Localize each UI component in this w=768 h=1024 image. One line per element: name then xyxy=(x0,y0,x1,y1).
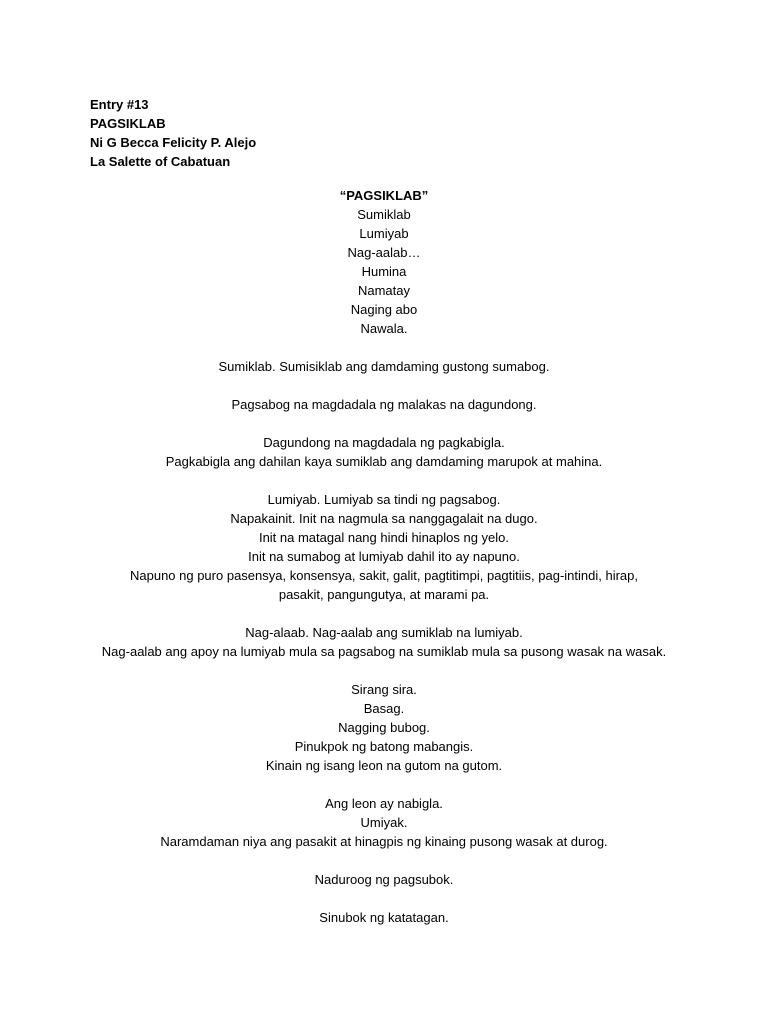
poem-line: Pagkabigla ang dahilan kaya sumiklab ang damdaming marupok at mahina. xyxy=(165,454,603,469)
poem-line: Init na sumabog at lumiyab dahil ito ay napuno. xyxy=(248,549,520,564)
poem-line: Sirang sira. xyxy=(351,682,417,697)
poem-line: Sumiklab. Sumisiklab ang damdaming gustong sumabog. xyxy=(218,359,550,374)
entry-author: Ni G Becca Felicity P. Alejo xyxy=(90,135,257,150)
poem-line: Napakainit. Init na nagmula sa nanggagalait na dugo. xyxy=(230,511,538,526)
poem-line: Humina xyxy=(361,264,407,279)
poem-line: Ang leon ay nabigla. xyxy=(325,796,443,811)
poem-line: Naging abo xyxy=(350,302,418,317)
stanza-gap xyxy=(0,851,768,870)
poem-line: Basag. xyxy=(363,701,405,716)
poem-line: Kinain ng isang leon na gutom na gutom. xyxy=(265,758,503,773)
poem-line: Lumiyab. Lumiyab sa tindi ng pagsabog. xyxy=(267,492,501,507)
poem-line: Namatay xyxy=(357,283,411,298)
entry-header xyxy=(90,95,256,171)
poem-line: Pagsabog na magdadala ng malakas na dagundong. xyxy=(231,397,537,412)
poem-line: Napuno ng puro pasensya, konsensya, sakit, galit, pagtitimpi, pagtitiis, pag-intindi, hirap, xyxy=(129,568,638,583)
poem-line: Sinubok ng katatagan. xyxy=(319,910,449,925)
poem-line: Sumiklab xyxy=(357,207,411,222)
poem-title: “PAGSIKLAB” xyxy=(339,188,429,203)
entry-school: La Salette of Cabatuan xyxy=(90,154,231,169)
poem-line: Init na matagal nang hindi hinaplos ng yelo. xyxy=(258,530,510,545)
stanza-gap xyxy=(0,376,768,395)
poem-line: Naduroog ng pagsubok. xyxy=(314,872,454,887)
entry-number: Entry #13 xyxy=(90,97,149,112)
poem-line: Pinukpok ng batong mabangis. xyxy=(294,739,474,754)
poem-line: Naramdaman niya ang pasakit at hinagpis ng kinaing pusong wasak at durog. xyxy=(160,834,608,849)
poem-line: Nawala. xyxy=(360,321,408,336)
entry-title: PAGSIKLAB xyxy=(90,116,166,131)
stanza-gap xyxy=(0,604,768,623)
stanza-gap xyxy=(0,338,768,357)
poem-line: Umiyak. xyxy=(360,815,408,830)
stanza-gap xyxy=(0,775,768,794)
stanza-gap xyxy=(0,661,768,680)
stanza-gap xyxy=(0,471,768,490)
stanza-gap xyxy=(0,414,768,433)
poem-line: Nag-aalab ang apoy na lumiyab mula sa pagsabog na sumiklab mula sa pusong wasak na wasak. xyxy=(101,644,667,659)
poem-line: Nag-alaab. Nag-aalab ang sumiklab na lumiyab. xyxy=(245,625,523,640)
poem-line: Nagging bubog. xyxy=(338,720,430,735)
poem-line: Nag-aalab… xyxy=(347,245,421,260)
poem-line: pasakit, pangungutya, at marami pa. xyxy=(278,587,490,602)
poem-line: Dagundong na magdadala ng pagkabigla. xyxy=(263,435,505,450)
stanza-gap xyxy=(0,889,768,908)
poem-body xyxy=(0,186,768,927)
poem-line: Lumiyab xyxy=(359,226,409,241)
